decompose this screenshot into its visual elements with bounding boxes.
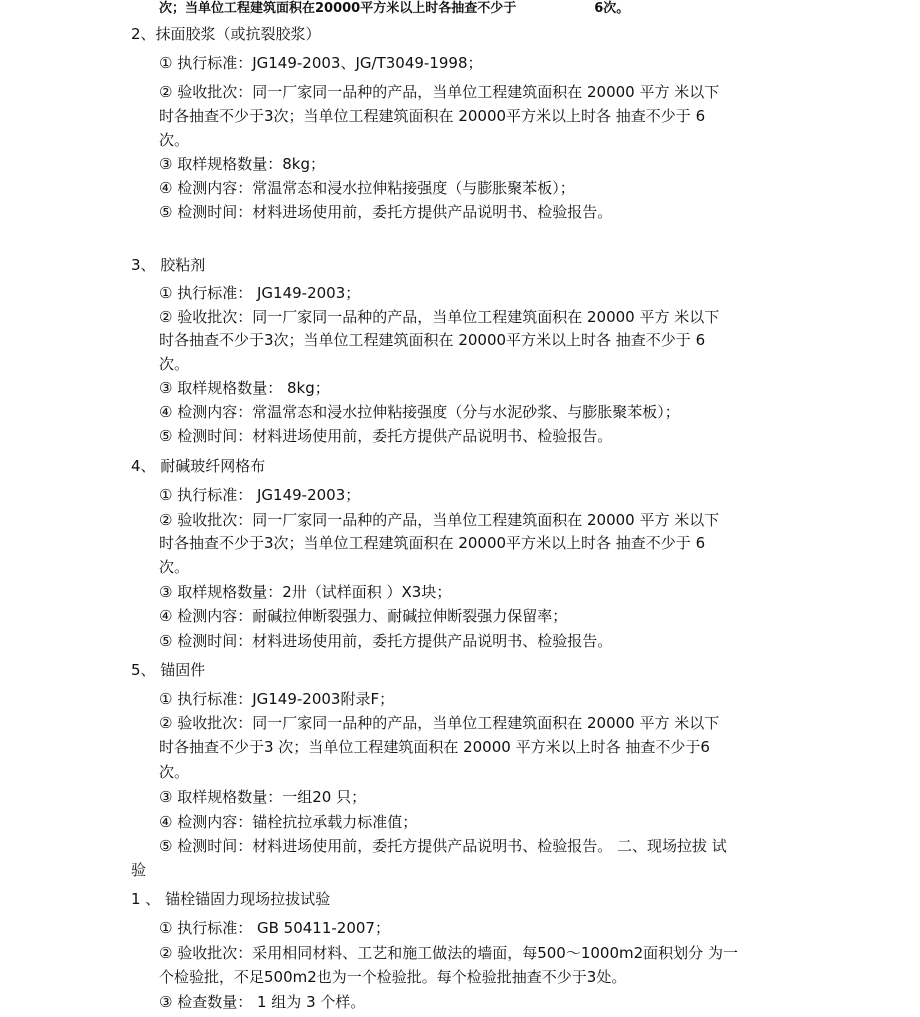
s2-item-1: ① 执行标准：JG149-2003、JG/T3049-1998； xyxy=(159,54,483,72)
s4-item-2c: 次。 xyxy=(159,558,190,576)
section-3-title: 3、 胶粘剂 xyxy=(131,256,206,274)
s4-item-1: ① 执行标准： JG149-2003； xyxy=(159,486,361,504)
s3-item-2b: 时各抽查不少于3次；当单位工程建筑面积在 20000平方米以上时各 抽查不少于 6 xyxy=(159,331,706,349)
s3-item-1: ① 执行标准： JG149-2003； xyxy=(159,284,361,302)
s3-item-3: ③ 取样规格数量： 8kg； xyxy=(159,379,330,397)
s5-item-5-wrap: 验 xyxy=(131,861,147,879)
section-2-title: 2、抹面胶浆（或抗裂胶浆） xyxy=(131,25,321,43)
s4-item-2a: ② 验收批次：同一厂家同一品种的产品，当单位工程建筑面积在 20000 平方 米以下 xyxy=(159,511,720,529)
s2-item-2b: 时各抽查不少于3次；当单位工程建筑面积在 20000平方米以上时各 抽查不少于 6 xyxy=(159,107,706,125)
p1-item-3: ③ 检查数量： 1 组为 3 个样。 xyxy=(159,993,366,1011)
s2-item-2c: 次。 xyxy=(159,131,190,149)
s3-item-2a: ② 验收批次：同一厂家同一品种的产品，当单位工程建筑面积在 20000 平方 米以下 xyxy=(159,308,720,326)
p1-item-2b: 个检验批，不足500m2也为一个检验批。每个检验批抽查不少于3处。 xyxy=(159,968,627,986)
s4-item-3: ③ 取样规格数量：2卅（试样面积 ）X3块； xyxy=(159,583,452,601)
p1-item-2a: ② 验收批次：采用相同材料、工艺和施工做法的墙面，每500～1000m2面积划分 为一 xyxy=(159,944,738,962)
top-line-text: 次；当单位工程建筑面积在20000平方米以上时各抽查不少于 xyxy=(159,1,517,16)
section-4-title: 4、 耐碱玻纤网格布 xyxy=(131,457,266,475)
s5-item-5: ⑤ 检测时间：材料进场使用前，委托方提供产品说明书、检验报告。 二、现场拉拔 试 xyxy=(159,837,727,855)
top-line xyxy=(159,0,629,19)
s4-item-5: ⑤ 检测时间：材料进场使用前，委托方提供产品说明书、检验报告。 xyxy=(159,632,613,650)
s5-item-1: ① 执行标准：JG149-2003附录F； xyxy=(159,690,395,708)
s2-item-3: ③ 取样规格数量：8kg； xyxy=(159,155,325,173)
top-line-end: 6次。 xyxy=(594,1,630,16)
s5-item-3: ③ 取样规格数量：一组20 只； xyxy=(159,788,367,806)
s2-item-4: ④ 检测内容：常温常态和浸水拉伸粘接强度（与膨胀聚苯板）； xyxy=(159,179,575,197)
s3-item-4: ④ 检测内容：常温常态和浸水拉伸粘接强度（分与水泥砂浆、与膨胀聚苯板）； xyxy=(159,403,680,421)
s4-item-4: ④ 检测内容：耐碱拉伸断裂强力、耐碱拉伸断裂强力保留率； xyxy=(159,607,568,625)
section-5-title: 5、 锚固件 xyxy=(131,661,206,679)
s5-item-2b: 时各抽查不少于3 次；当单位工程建筑面积在 20000 平方米以上时各 抽查不少于6 xyxy=(159,738,710,756)
pullout-test-title: 1 、 锚栓锚固力现场拉拔试验 xyxy=(131,890,331,908)
s2-item-2a: ② 验收批次：同一厂家同一品种的产品，当单位工程建筑面积在 20000 平方 米以下 xyxy=(159,83,720,101)
p1-item-1: ① 执行标准： GB 50411-2007； xyxy=(159,919,390,937)
s5-item-2c: 次。 xyxy=(159,763,190,781)
s2-item-5: ⑤ 检测时间：材料进场使用前，委托方提供产品说明书、检验报告。 xyxy=(159,203,613,221)
s4-item-2b: 时各抽查不少于3次；当单位工程建筑面积在 20000平方米以上时各 抽查不少于 6 xyxy=(159,534,706,552)
s5-item-4: ④ 检测内容：锚栓抗拉承载力标准值； xyxy=(159,813,418,831)
s3-item-2c: 次。 xyxy=(159,355,190,373)
s3-item-5: ⑤ 检测时间：材料进场使用前，委托方提供产品说明书、检验报告。 xyxy=(159,427,613,445)
s5-item-2a: ② 验收批次：同一厂家同一品种的产品，当单位工程建筑面积在 20000 平方 米以下 xyxy=(159,714,720,732)
